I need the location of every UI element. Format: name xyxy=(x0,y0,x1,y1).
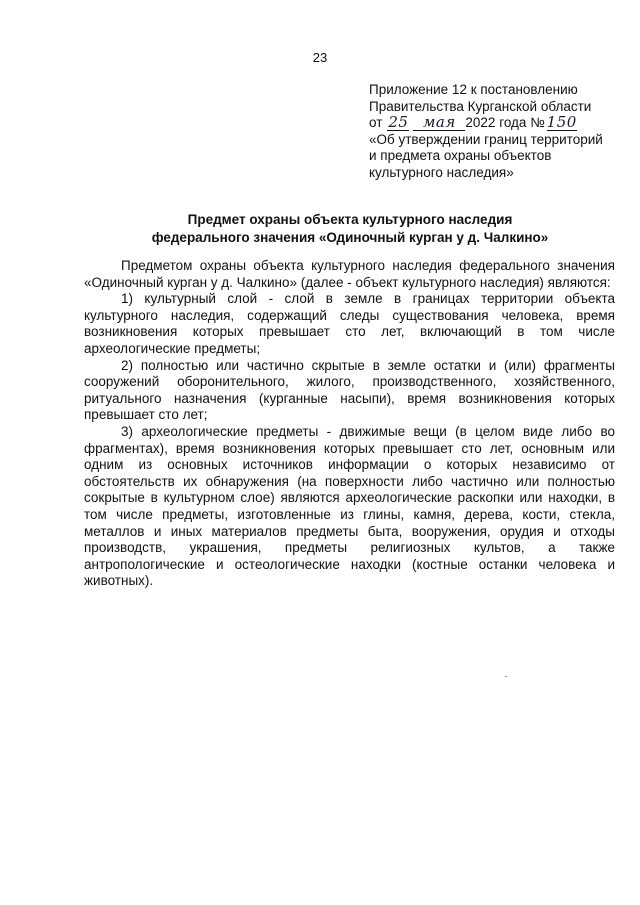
handwritten-month: мая xyxy=(423,113,456,132)
appendix-header xyxy=(369,82,619,182)
appendix-line-6: культурного наследия» xyxy=(369,164,514,180)
paragraph-item-3: 3) археологические предметы - движимые вещи (в целом виде либо во фрагментах), время возникновения которых превышает сто лет, основным или одним из основных источников информации о которых независимо от обстоятельств их обнаружения (на поверхности либо частично или полностью сокрытые в культурном слое) являются археологические раскопки или находки, в том числе предметы, изготовленные из глины, камня, дерева, кости, стекла, металлов и иных материалов предметы быта, вооружения, орудия и отходы производств, украшения, предметы религиозных культов, а также антропологические и остеологические находки (костные останки человека и животных). xyxy=(84,423,615,589)
title-line-1: Предмет охраны объекта культурного наследия xyxy=(187,212,513,227)
document-title xyxy=(80,211,620,247)
appendix-line-4: «Об утверждении границ территорий xyxy=(369,131,603,147)
appendix-line-2: Правительства Курганской области xyxy=(369,98,592,114)
title-line-2: федерального значения «Одиночный курган у д. Чалкино» xyxy=(151,230,549,245)
paragraph-item-1: 1) культурный слой - слой в земле в границах территории объекта культурного наследия, содержащий следы существования человека, время возникновения которых превышает сто лет, включающий в том числе археологические предметы; xyxy=(84,291,615,356)
appendix-line-1: Приложение 12 к постановлению xyxy=(369,82,578,97)
stray-mark xyxy=(505,676,507,677)
date-year: 2022 года xyxy=(465,115,527,131)
appendix-date-line xyxy=(369,115,619,132)
paragraph-item-2: 2) полностью или частично скрытые в земле остатки и (или) фрагменты сооружений оборонительного, жилого, производственного, хозяйственного, ритуального назначения (курганные насыпи), время возникновения которых превышает сто лет; xyxy=(84,357,615,423)
number-sign: № xyxy=(530,115,545,131)
handwritten-day: 25 xyxy=(388,113,409,132)
page-number: 23 xyxy=(312,50,328,65)
date-prefix: от xyxy=(369,115,383,131)
paragraph-intro: Предметом охраны объекта культурного наследия федерального значения «Одиночный курган у д. Чалкино» (далее - объект культурного наследия) являются: xyxy=(84,258,615,290)
handwritten-number: 150 xyxy=(546,113,577,132)
appendix-line-5: и предмета охраны объектов xyxy=(369,148,552,164)
document-body xyxy=(84,258,615,590)
